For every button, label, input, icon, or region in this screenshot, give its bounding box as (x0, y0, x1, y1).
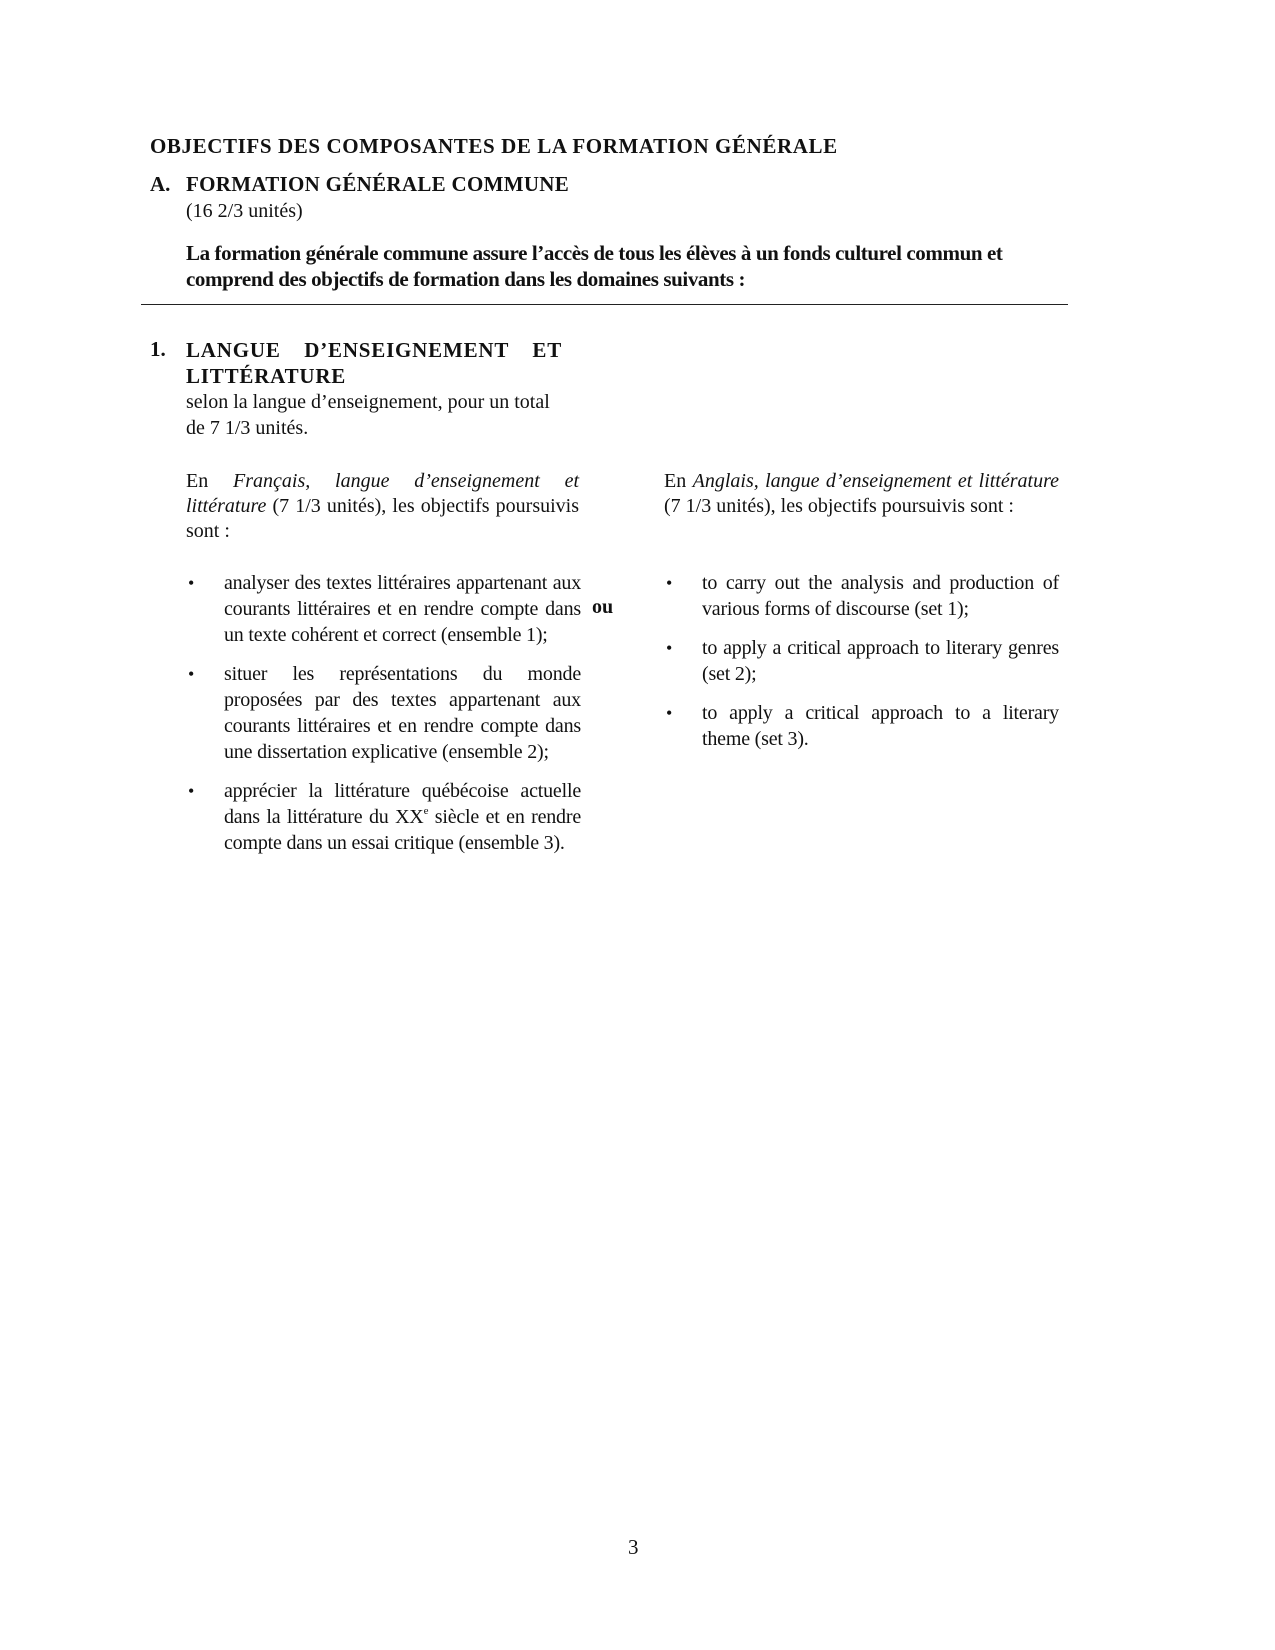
horizontal-rule (141, 304, 1068, 305)
bullet-icon: • (188, 664, 195, 684)
list-item (186, 570, 581, 648)
item-number: 1. (150, 337, 166, 361)
page-number: 3 (628, 1535, 639, 1559)
left-intro-suffix: (7 1/3 unités), les objectifs poursuivis sont : (186, 495, 579, 542)
list-item-text: to apply a critical approach to a literary theme (set 3). (702, 702, 1059, 750)
left-column-intro (186, 469, 579, 544)
bullet-icon: • (666, 703, 673, 723)
list-item (664, 700, 1059, 752)
left-intro-prefix: En (186, 470, 234, 492)
list-item (664, 570, 1059, 622)
bullet-icon: • (188, 573, 195, 593)
list-item-text (224, 780, 581, 854)
page-heading: OBJECTIFS DES COMPOSANTES DE LA FORMATION GÉNÉRALE (150, 134, 838, 158)
separator-word: ou (592, 596, 614, 618)
section-intro: La formation générale commune assure l’accès de tous les élèves à un fonds culturel commun et comprend des objectifs de formation dans les domaines suivants : (186, 241, 1003, 291)
left-objectives-list (186, 570, 581, 869)
right-column-intro (664, 469, 1059, 519)
bullet-icon: • (666, 638, 673, 658)
right-intro-prefix: En (664, 470, 693, 492)
item-description: selon la langue d’enseignement, pour un total de 7 1/3 unités. (186, 391, 550, 439)
section-letter: A. (150, 172, 171, 196)
list-item-text-end: siècle et en rendre compte dans un essai critique (ensemble 3). (224, 806, 581, 854)
list-item (186, 661, 581, 765)
list-item-text: to carry out the analysis and production of various forms of discourse (set 1); (702, 572, 1059, 620)
superscript: e (423, 805, 429, 817)
bullet-icon: • (666, 573, 673, 593)
list-item-text-start: apprécier la littérature québécoise actuelle dans la littérature du XX (224, 780, 581, 828)
list-item-text: situer les représentations du monde proposées par des textes appartenant aux courants littéraires et en rendre compte dans une dissertation explicative (ensemble 2); (224, 663, 581, 763)
list-item-text: analyser des textes littéraires appartenant aux courants littéraires et en rendre compte dans un texte cohérent et correct (ensemble 1); (224, 572, 581, 646)
item-title: LANGUE D’ENSEIGNEMENT ET LITTÉRATURE (186, 338, 562, 388)
bullet-icon: • (188, 781, 195, 801)
list-item-text: to apply a critical approach to literary genres (set 2); (702, 637, 1059, 685)
right-intro-suffix: (7 1/3 unités), les objectifs poursuivis sont : (664, 495, 1014, 517)
section-title: FORMATION GÉNÉRALE COMMUNE (186, 172, 570, 196)
right-objectives-list (664, 570, 1059, 765)
right-intro-course-name: Anglais, langue d’enseignement et littérature (692, 470, 1059, 492)
list-item (664, 635, 1059, 687)
list-item (186, 778, 581, 856)
left-intro-course-name: Français, langue d’enseignement et littérature (186, 470, 579, 517)
section-units: (16 2/3 unités) (186, 200, 303, 222)
